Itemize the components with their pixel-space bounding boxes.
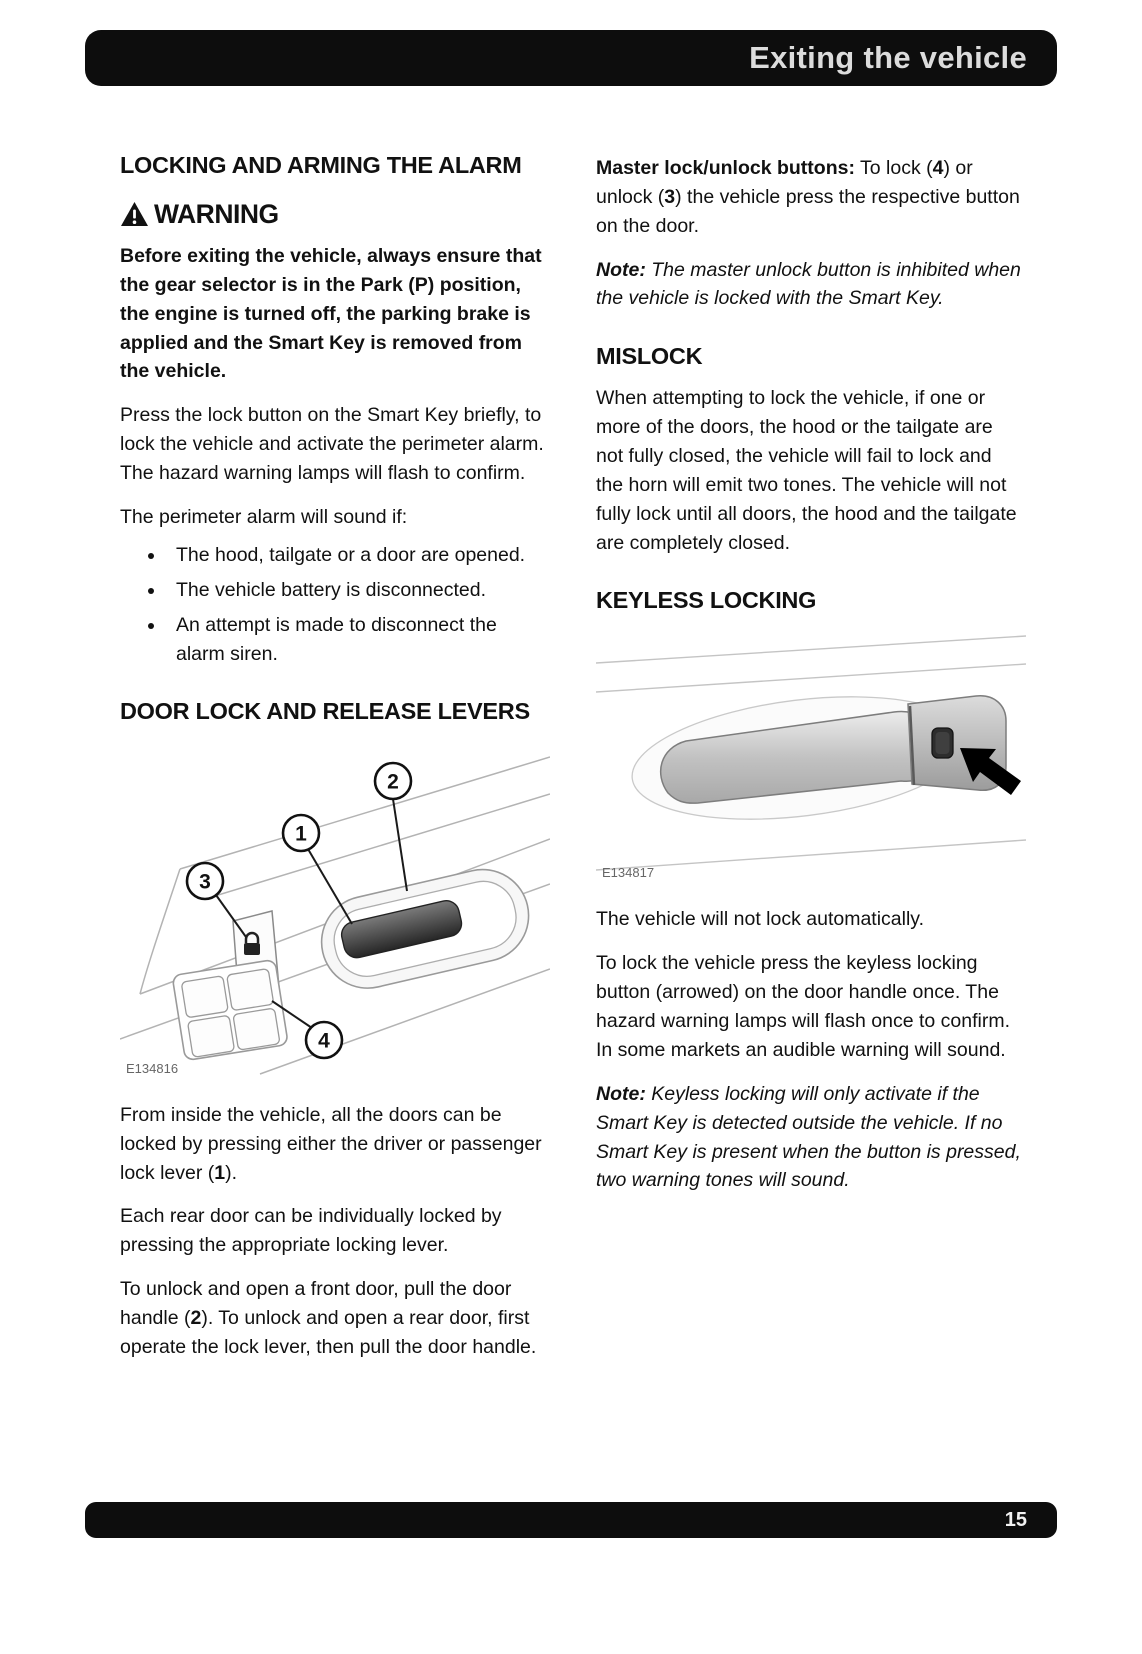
callout-3 (187, 863, 223, 899)
warning-label: WARNING (154, 199, 279, 230)
callout-1 (283, 815, 319, 851)
left-column (120, 148, 546, 1377)
paragraph-lock-levers: From inside the vehicle, all the doors can be locked by pressing either the driver or passenger lock lever (1). (120, 1103, 542, 1184)
svg-text:2: 2 (387, 770, 399, 794)
warning-triangle-icon (120, 201, 149, 228)
window-switch-panel (172, 959, 288, 1060)
keyless-button-face (936, 732, 950, 754)
warning-paragraph: Before exiting the vehicle, always ensure that the gear selector is in the Park (P) position, the engine is turned off, the parking brake is applied and the Smart Key is removed from the vehicle. (120, 245, 542, 383)
svg-text:1: 1 (295, 822, 307, 846)
figure-door-levers (120, 739, 546, 1079)
paragraph-lock-smart-key: Press the lock button on the Smart Key briefly, to lock the vehicle and activate the perimeter alarm. The hazard warning lamps will flash to confirm. (120, 404, 544, 485)
content (120, 148, 1022, 1377)
heading-keyless-locking: KEYLESS LOCKING (596, 587, 817, 614)
alarm-bullet-list (120, 541, 546, 668)
callout-4 (306, 1022, 342, 1058)
heading-mislock: MISLOCK (596, 343, 703, 370)
paragraph-unlock-open: To unlock and open a front door, pull the door handle (2). To unlock and open a rear door, first operate the lock lever, then pull the door handle. (120, 1278, 537, 1358)
figure-label: E134817 (602, 865, 655, 881)
heading-locking-alarm: LOCKING AND ARMING THE ALARM (120, 152, 522, 178)
paragraph-alarm-intro: The perimeter alarm will sound if: (120, 505, 408, 528)
note-master-unlock: Note: The master unlock button is inhibited when the vehicle is locked with the Smart Key. (596, 258, 1021, 310)
exterior-door-handle-illustration (596, 628, 1026, 883)
page-header-bar (85, 30, 1057, 86)
bullet-item: • The hood, tailgate or a door are opened. (166, 541, 546, 569)
right-column (596, 148, 1022, 1377)
paragraph-keyless-lock: To lock the vehicle press the keyless locking button (arrowed) on the door handle once. The hazard warning lamps will flash once to confirm. In some markets an audible warning will sound. (596, 952, 1011, 1061)
warning-heading (120, 199, 546, 230)
note-keyless: Note: Keyless locking will only activate if the Smart Key is detected outside the vehicle. If no Smart Key is present when the button is pressed, two warning tones will sound. (596, 1082, 1021, 1192)
figure-keyless-locking (596, 628, 1022, 883)
paragraph-no-auto-lock: The vehicle will not lock automatically. (596, 908, 925, 931)
callout-2 (375, 763, 411, 799)
paragraph-rear-doors: Each rear door can be individually locked by pressing the appropriate locking lever. (120, 1205, 502, 1257)
figure-label: E134816 (126, 1060, 179, 1076)
paragraph-master-buttons: Master lock/unlock buttons: To lock (4) or unlock (3) the vehicle press the respective button on the door. (596, 157, 1020, 237)
svg-text:3: 3 (199, 870, 211, 894)
bullet-item: • An attempt is made to disconnect the alarm siren. (166, 611, 546, 668)
page-number: 15 (1004, 1508, 1027, 1531)
page-footer-bar (85, 1502, 1057, 1538)
svg-text:4: 4 (318, 1029, 330, 1053)
page-title: Exiting the vehicle (749, 40, 1027, 75)
paragraph-mislock: When attempting to lock the vehicle, if one or more of the doors, the hood or the tailgate are not fully closed, the vehicle will fail to lock and the horn will emit two tones. The vehicle will not fully lock until all doors, the hood and the tailgate are completely closed. (596, 387, 1017, 554)
heading-door-levers: DOOR LOCK AND RELEASE LEVERS (120, 697, 530, 724)
handle-recess (312, 860, 537, 997)
interior-door-handle-illustration (120, 739, 550, 1079)
bullet-item: • The vehicle battery is disconnected. (166, 576, 546, 604)
